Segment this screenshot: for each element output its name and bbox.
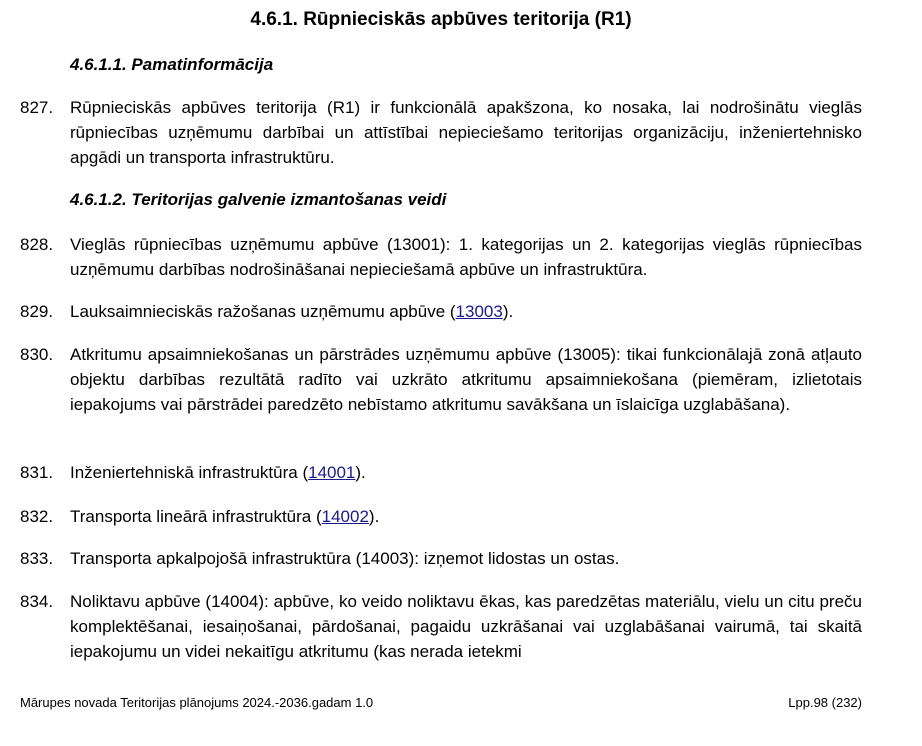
paragraph-number: 831. bbox=[20, 463, 54, 482]
section-title: 4.6.1. Rūpnieciskās apbūves teritorija (R1) bbox=[250, 9, 632, 30]
text-after-code: ). bbox=[368, 507, 380, 526]
paragraph-text: Atkritumu apsaimniekošanas un pārstrādes uzņēmumu apbūve (13005): tikai funkcionālajā zonā atļauto objektu darbības rezultātā radīto vai uzkrāto atkritumu apsaimniekošana (piemēram, izlietotais iepakojums vai pārstrādei paredzēto nebīstamo atkritumu savākšana un īslaicīga uzglabāšana). bbox=[70, 345, 862, 414]
text-before-code: Transporta lineārā infrastruktūra ( bbox=[70, 507, 322, 526]
paragraph-number: 827. bbox=[20, 98, 54, 117]
paragraph-830 bbox=[20, 342, 862, 417]
paragraph-text: Vieglās rūpniecības uzņēmumu apbūve (13001): 1. kategorijas un 2. kategorijas vieglās rūpniecības uzņēmumu darbības nodrošināšanai nepieciešamā apbūve un infrastruktūra. bbox=[70, 235, 862, 279]
paragraph-text: Transporta apkalpojošā infrastruktūra (14003): izņemot lidostas un ostas. bbox=[70, 549, 620, 568]
footer-document-title: Mārupes novada Teritorijas plānojums 2024.-2036.gadam 1.0 bbox=[20, 695, 374, 710]
paragraph-number: 832. bbox=[20, 507, 54, 526]
paragraph-834 bbox=[20, 589, 862, 664]
code-link-14002[interactable]: 14002 bbox=[321, 507, 369, 526]
subsection-heading-main-uses: 4.6.1.2. Teritorijas galvenie izmantošanas veidi bbox=[70, 190, 447, 209]
paragraph-text bbox=[70, 299, 862, 324]
paragraph-831 bbox=[20, 460, 862, 485]
paragraph-text bbox=[70, 460, 862, 485]
paragraph-832 bbox=[20, 504, 862, 529]
paragraph-number: 830. bbox=[20, 345, 54, 364]
text-after-code: ). bbox=[502, 302, 514, 321]
paragraph-828 bbox=[20, 232, 862, 282]
paragraph-text: Noliktavu apbūve (14004): apbūve, ko veido noliktavu ēkas, kas paredzētas materiālu, vielu un citu preču komplektēšanai, iesaiņošanai, pārdošanai, pagaidu uzkrāšanai vai uzglabāšanai vairumā, tai skaitā iepakojumu un videi nekaitīgu atkritumu (kas nerada ietekmi bbox=[70, 592, 862, 661]
paragraph-text: Rūpnieciskās apbūves teritorija (R1) ir funkcionālā apakšzona, ko nosaka, lai nodrošinātu vieglās rūpniecības uzņēmumu darbībai un attīstībai nepieciešamo teritorijas organizāciju, inženiertehnisko apgādi un transporta infrastruktūru. bbox=[70, 98, 862, 167]
text-before-code: Inženiertehniskā infrastruktūra ( bbox=[70, 463, 309, 482]
footer-page-number: Lpp.98 (232) bbox=[788, 695, 862, 710]
paragraph-number: 833. bbox=[20, 549, 54, 568]
paragraph-number: 834. bbox=[20, 592, 54, 611]
subsection-heading-basic-info: 4.6.1.1. Pamatinformācija bbox=[70, 55, 274, 74]
code-link-14001[interactable]: 14001 bbox=[308, 463, 356, 482]
paragraph-827 bbox=[20, 95, 862, 170]
paragraph-number: 828. bbox=[20, 235, 54, 254]
paragraph-number: 829. bbox=[20, 302, 54, 321]
text-before-code: Lauksaimnieciskās ražošanas uzņēmumu apbūve ( bbox=[70, 302, 456, 321]
code-link-13003[interactable]: 13003 bbox=[455, 302, 503, 321]
text-after-code: ). bbox=[355, 463, 366, 482]
paragraph-text bbox=[70, 504, 862, 529]
paragraph-829 bbox=[20, 299, 862, 324]
paragraph-833 bbox=[20, 546, 862, 571]
